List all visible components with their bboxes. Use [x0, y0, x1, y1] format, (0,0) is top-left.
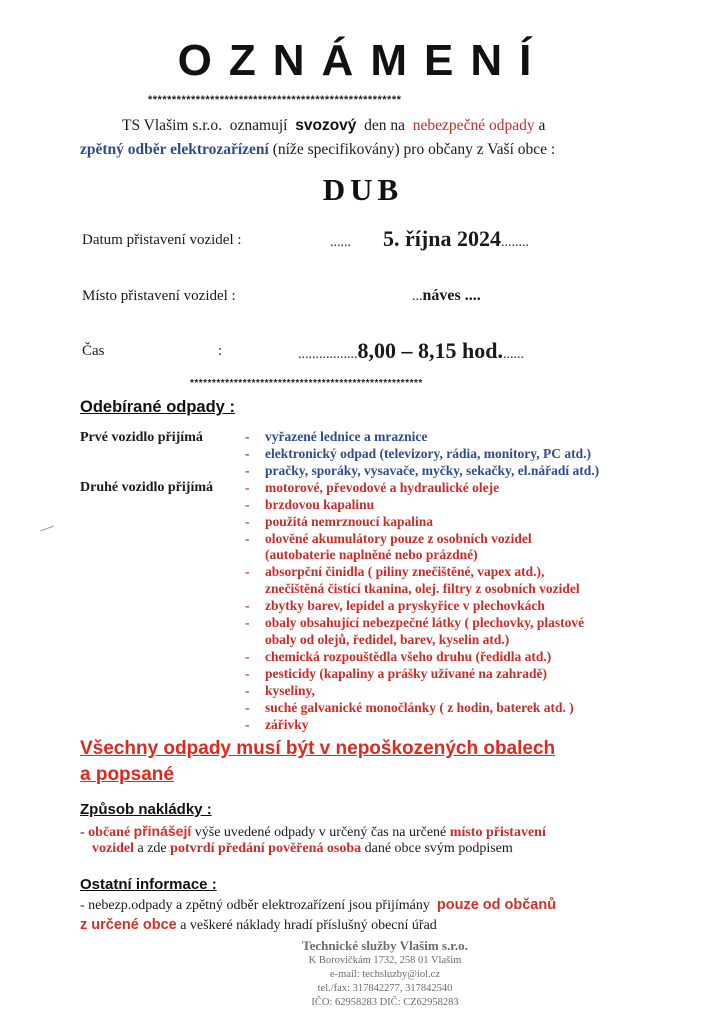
cas-dots-before: ................. — [298, 347, 358, 362]
zpusob-line-1: - občané přinášejí výše uvedené odpady v určený čas na určené místo přistavení — [80, 823, 546, 840]
stamp-ico: IČO: 62958283 DIČ: CZ62958283 — [311, 997, 459, 1008]
warning-line-2: a popsané — [80, 764, 174, 785]
list-item: - zářivky — [245, 717, 309, 732]
datum-value: 5. října 2024 — [383, 226, 501, 251]
datum-value-line — [330, 226, 529, 252]
datum-label: Datum přistavení vozidel : — [82, 232, 242, 248]
cas-dots-after: ...... — [502, 347, 524, 362]
stamp-name: Technické služby Vlašim s.r.o. — [302, 938, 468, 953]
company-name: TS Vlašim s.r.o. — [122, 117, 223, 134]
list-item: - absorpční činidla ( piliny znečištěné, vapex atd.), — [245, 564, 545, 579]
list-item: - pračky, sporáky, vysavače, myčky, sekačky, el.nářadí atd.) — [245, 463, 600, 478]
odpady-heading: Odebírané odpady : — [80, 398, 235, 416]
list-item: - brzdovou kapalinu — [245, 497, 375, 512]
intro-oznamuji: oznamují — [229, 117, 288, 134]
intro-nebezpecne: nebezpečné odpady — [412, 117, 535, 134]
zpusob-vozidel: vozidel — [92, 841, 134, 856]
zpusob-potvrdi: potvrdí předání pověřená osoba — [170, 841, 362, 856]
intro-line-1 — [122, 117, 545, 135]
misto-label: Místo přistavení vozidel : — [82, 288, 236, 304]
first-vehicle-label: Prvé vozidlo přijímá — [80, 430, 203, 445]
intro-line-2 — [80, 141, 555, 159]
ostatni-line-2: z určené obce a veškeré náklady hradí příslušný obecní úřad — [80, 917, 437, 933]
village-name: DUB — [322, 172, 404, 207]
ostatni-urcene: z určené obce — [80, 917, 177, 933]
zpusob-misto: místo přistavení — [449, 825, 546, 840]
datum-dots-before: ...... — [330, 235, 351, 250]
list-item: - obaly obsahující nebezpečné látky ( plechovky, plastové — [245, 615, 585, 630]
misto-value: náves .... — [422, 287, 481, 304]
zpusob-prinaseji: přinášejí — [133, 823, 192, 839]
cas-value-line — [298, 338, 524, 364]
list-item: - zbytky barev, lepidel a pryskyřice v plechovkách — [245, 598, 545, 613]
list-item-continuation: znečištěná čistící tkanina, olej. filtry z osobních vozidel — [265, 581, 580, 596]
list-item: - použitá nemrznoucí kapalina — [245, 514, 434, 529]
list-item: - kyseliny, — [245, 683, 315, 698]
star-divider: ***************************************************** — [148, 94, 402, 106]
zpusob-line-2: vozidel a zde potvrdí předání pověřená osoba dané obce svým podpisem — [92, 841, 513, 856]
misto-value-line — [412, 287, 481, 305]
cas-label: Čas — [82, 343, 105, 359]
intro-svozovy: svozový — [295, 117, 357, 134]
ostatni-line-1: - nebezp.odpady a zpětný odběr elektrozařízení jsou přijímány pouze od občanů — [80, 897, 557, 913]
cas-colon: : — [218, 343, 223, 359]
page-title: OZNÁMENÍ — [177, 36, 549, 85]
datum-dots-after: ........ — [500, 235, 529, 250]
stamp-phone: tel./fax: 317842277, 317842540 — [317, 983, 453, 994]
zpusob-obcane: občané — [88, 825, 131, 840]
scan-mark — [40, 526, 53, 532]
list-item: - suché galvanické monočlánky ( z hodin, baterek atd. ) — [245, 700, 574, 715]
list-item: - vyřazené lednice a mraznice — [245, 429, 428, 444]
second-vehicle-label: Druhé vozidlo přijímá — [80, 480, 213, 495]
stamp-email: e-mail: techsluzby@iol.cz — [330, 969, 440, 980]
list-item-continuation: (autobaterie naplněné nebo prázdné) — [265, 547, 478, 562]
intro-den-na: den na — [364, 117, 406, 134]
warning-line-1: Všechny odpady musí být v nepoškozených obalech — [80, 738, 556, 759]
list-item: - chemická rozpouštědla všeho druhu (ředidla atd.) — [245, 649, 552, 664]
intro-rest: (níže specifikovány) pro občany z Vaší obce : — [272, 141, 556, 158]
misto-dots-before: ... — [412, 289, 423, 304]
stamp-address: K Borovičkám 1732, 258 01 Vlašim — [308, 955, 462, 966]
ostatni-pouze: pouze od občanů — [436, 897, 557, 913]
list-item: - motorové, převodové a hydraulické oleje — [245, 480, 500, 495]
star-divider-2: ***************************************************** — [190, 378, 423, 389]
intro-zpetny: zpětný odběr elektrozařízení — [80, 141, 269, 158]
ostatni-heading: Ostatní informace : — [80, 876, 217, 893]
intro-a: a — [538, 117, 546, 134]
list-item: - elektronický odpad (televizory, rádia, monitory, PC atd.) — [245, 446, 591, 461]
zpusob-heading: Způsob nakládky : — [80, 801, 212, 818]
list-item-continuation: obaly od olejů, ředidel, barev, kyselin atd.) — [265, 632, 510, 647]
list-item: - pesticidy (kapaliny a prášky užívané na zahradě) — [245, 666, 548, 681]
list-item: - olověné akumulátory pouze z osobních vozidel — [245, 531, 532, 546]
cas-value: 8,00 – 8,15 hod. — [357, 338, 503, 363]
